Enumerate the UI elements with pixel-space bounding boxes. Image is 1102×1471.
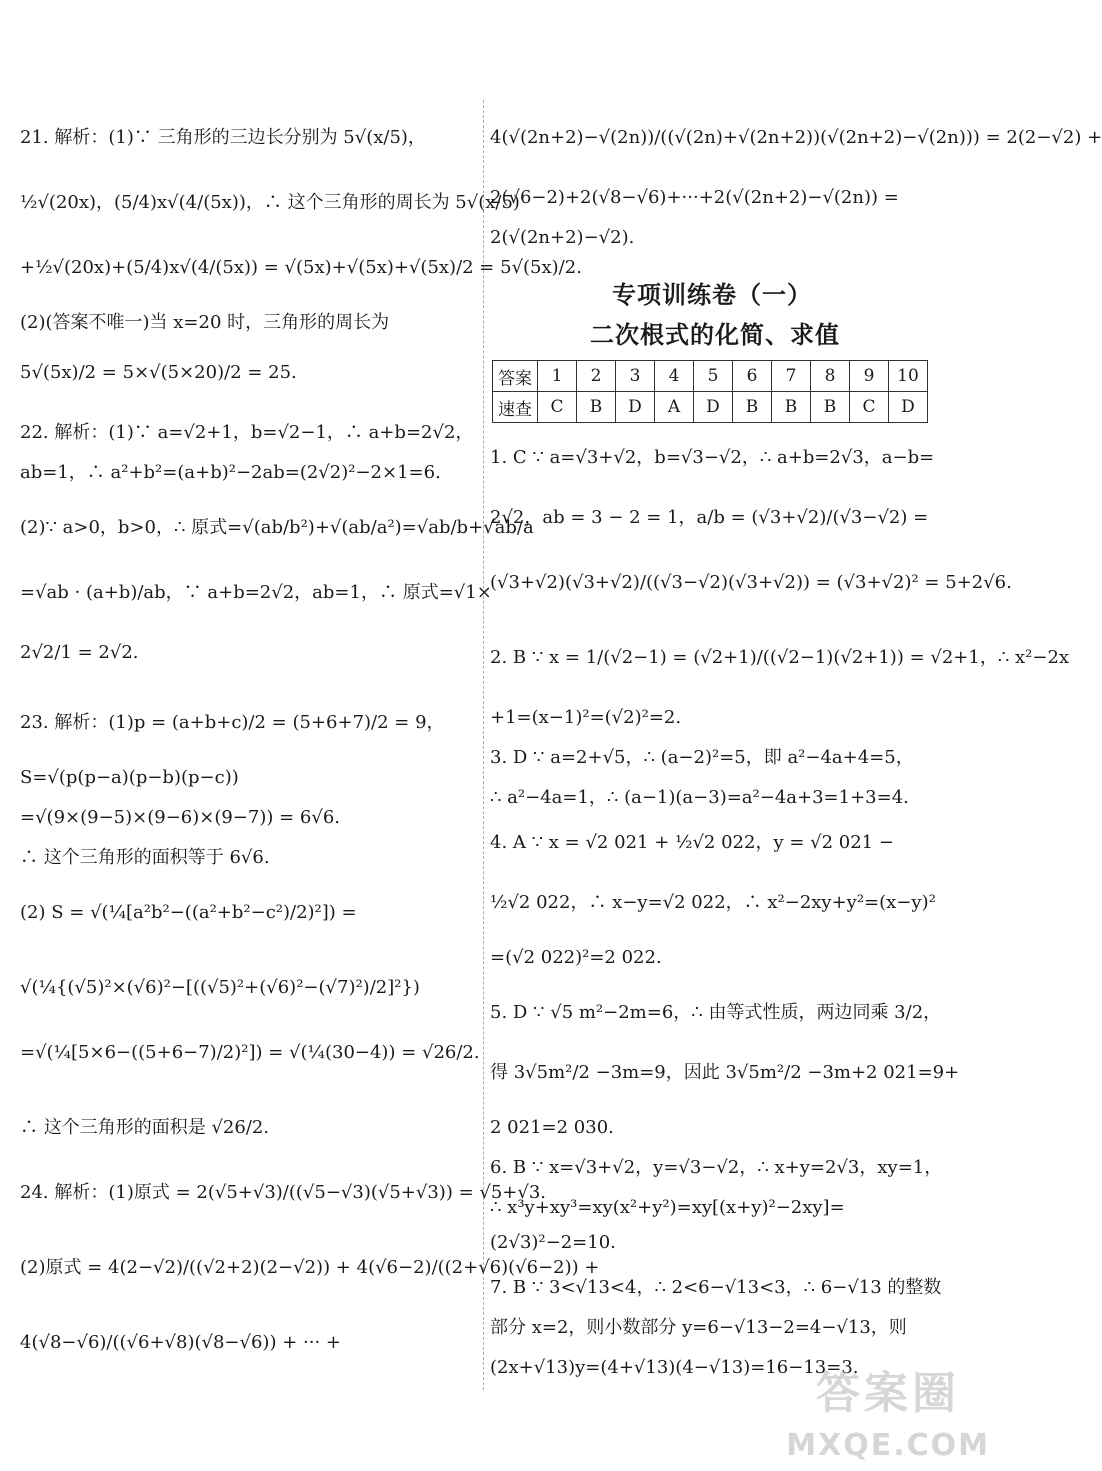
right2-line: 部分 x=2，则小数部分 y=6−√13−2=4−√13，则: [490, 1317, 907, 1338]
answer-table-head: 速查: [493, 392, 538, 423]
right2-line: 5. D ∵ √5 m²−2m=6，∴ 由等式性质，两边同乘 3/2，: [490, 1002, 942, 1023]
left-line: S=√(p(p−a)(p−b)(p−c)): [20, 767, 239, 788]
right-line: 2(√6−2)+2(√8−√6)+···+2(√(2n+2)−√(2n)) =: [490, 187, 899, 208]
section-subtitle: 二次根式的化简、求值: [590, 321, 840, 349]
left-line: √(¼{(√5)²×(√6)²−[((√5)²+(√6)²−(√7)²)/2]²}): [20, 977, 420, 998]
answer-letter-cell: B: [733, 392, 772, 423]
answer-table: [492, 360, 928, 423]
left-line: 23. 解析：(1)p = (a+b+c)/2 = (5+6+7)/2 = 9，: [20, 712, 445, 733]
answer-number-cell: 9: [850, 361, 889, 392]
right2-line: 7. B ∵ 3<√13<4，∴ 2<6−√13<3，∴ 6−√13 的整数: [490, 1277, 942, 1298]
answer-letter-cell: A: [655, 392, 694, 423]
answer-number-cell: 7: [772, 361, 811, 392]
answer-letter-cell: D: [616, 392, 655, 423]
left-line: ½√(20x)，(5/4)x√(4/(5x))，∴ 这个三角形的周长为 5√(x/5): [20, 192, 520, 213]
right2-line: 2 021=2 030.: [490, 1117, 614, 1138]
answer-number-cell: 8: [811, 361, 850, 392]
left-line: 2√2/1 = 2√2.: [20, 642, 139, 663]
right2-line: 3. D ∵ a=2+√5，∴ (a−2)²=5，即 a²−4a+4=5，: [490, 747, 914, 768]
right2-line: (2x+√13)y=(4+√13)(4−√13)=16−13=3.: [490, 1357, 859, 1378]
left-line: ∴ 这个三角形的面积等于 6√6.: [20, 847, 270, 868]
answer-table-head: 答案: [493, 361, 538, 392]
answer-number-cell: 10: [889, 361, 928, 392]
answer-table-row-numbers: [493, 361, 928, 392]
answer-letter-cell: B: [811, 392, 850, 423]
answer-number-cell: 4: [655, 361, 694, 392]
left-line: =√(¼[5×6−((5+6−7)/2)²]) = √(¼(30−4)) = √26/2.: [20, 1042, 480, 1063]
right2-line: 6. B ∵ x=√3+√2，y=√3−√2，∴ x+y=2√3，xy=1，: [490, 1157, 943, 1178]
watermark-url: MXQE.COM: [786, 1428, 990, 1463]
right2-line: 得 3√5m²/2 −3m=9，因此 3√5m²/2 −3m+2 021=9+: [490, 1062, 960, 1083]
right2-line: 2. B ∵ x = 1/(√2−1) = (√2+1)/((√2−1)(√2+1)) = √2+1，∴ x²−2x: [490, 647, 1070, 668]
left-line: 21. 解析：(1)∵ 三角形的三边长分别为 5√(x/5)，: [20, 127, 426, 148]
section-title: 专项训练卷（一）: [612, 281, 812, 309]
left-line: (2) S = √(¼[a²b²−((a²+b²−c²)/2)²]) =: [20, 902, 357, 923]
left-line: (2)原式 = 4(2−√2)/((√2+2)(2−√2)) + 4(√6−2)/((2+√6)(√6−2)) +: [20, 1257, 600, 1278]
answer-letter-cell: C: [850, 392, 889, 423]
answer-number-cell: 1: [538, 361, 577, 392]
left-line: (2)(答案不唯一)当 x=20 时，三角形的周长为: [20, 312, 390, 333]
left-line: (2)∵ a>0，b>0，∴ 原式=√(ab/b²)+√(ab/a²)=√ab/b+√ab/a: [20, 517, 534, 538]
answer-number-cell: 5: [694, 361, 733, 392]
right2-line: 4. A ∵ x = √2 021 + ½√2 022，y = √2 021 −: [490, 832, 894, 853]
left-line: 5√(5x)/2 = 5×√(5×20)/2 = 25.: [20, 362, 297, 383]
answer-number-cell: 3: [616, 361, 655, 392]
right2-line: 1. C ∵ a=√3+√2，b=√3−√2，∴ a+b=2√3，a−b=: [490, 447, 935, 468]
watermark-logo: 答案圈: [816, 1368, 960, 1419]
left-line: ∴ 这个三角形的面积是 √26/2.: [20, 1117, 270, 1138]
answer-letter-cell: B: [772, 392, 811, 423]
right2-line: +1=(x−1)²=(√2)²=2.: [490, 707, 682, 728]
right2-line: =(√2 022)²=2 022.: [490, 947, 662, 968]
right-line: 4(√(2n+2)−√(2n))/((√(2n)+√(2n+2))(√(2n+2)−√(2n))) = 2(2−√2) +: [490, 127, 1102, 148]
answer-table-row-answers: [493, 392, 928, 423]
right-line: 2(√(2n+2)−√2).: [490, 227, 635, 248]
left-line: 22. 解析：(1)∵ a=√2+1，b=√2−1，∴ a+b=2√2，: [20, 422, 474, 443]
left-line: 4(√8−√6)/((√6+√8)(√8−√6)) + ··· +: [20, 1332, 341, 1353]
right2-line: ½√2 022，∴ x−y=√2 022，∴ x²−2xy+y²=(x−y)²: [490, 892, 936, 913]
answer-number-cell: 2: [577, 361, 616, 392]
answer-letter-cell: D: [889, 392, 928, 423]
right2-line: ∴ x³y+xy³=xy(x²+y²)=xy[(x+y)²−2xy]=: [490, 1197, 845, 1218]
right2-line: (2√3)²−2=10.: [490, 1232, 616, 1253]
answer-letter-cell: D: [694, 392, 733, 423]
left-line: 24. 解析：(1)原式 = 2(√5+√3)/((√5−√3)(√5+√3)) = √5+√3.: [20, 1182, 547, 1203]
left-line: =√ab · (a+b)/ab，∵ a+b=2√2，ab=1，∴ 原式=√1×: [20, 582, 492, 603]
left-line: +½√(20x)+(5/4)x√(4/(5x)) = √(5x)+√(5x)+√(5x)/2 = 5√(5x)/2.: [20, 257, 582, 278]
right2-line: ∴ a²−4a=1，∴ (a−1)(a−3)=a²−4a+3=1+3=4.: [490, 787, 909, 808]
answer-letter-cell: C: [538, 392, 577, 423]
right2-line: 2√2，ab = 3 − 2 = 1，a/b = (√3+√2)/(√3−√2) =: [490, 507, 929, 528]
answer-number-cell: 6: [733, 361, 772, 392]
answer-letter-cell: B: [577, 392, 616, 423]
right2-line: (√3+√2)(√3+√2)/((√3−√2)(√3+√2)) = (√3+√2)² = 5+2√6.: [490, 572, 1012, 593]
left-line: =√(9×(9−5)×(9−6)×(9−7)) = 6√6.: [20, 807, 341, 828]
left-line: ab=1，∴ a²+b²=(a+b)²−2ab=(2√2)²−2×1=6.: [20, 462, 441, 483]
